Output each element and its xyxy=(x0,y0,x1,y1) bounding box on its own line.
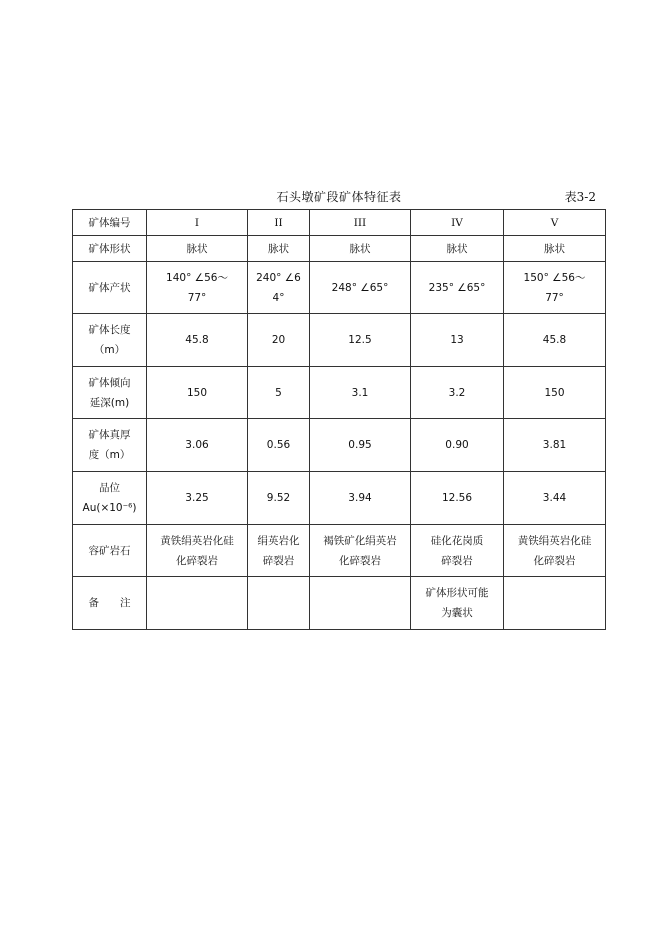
cell-line: 3.25 xyxy=(185,492,209,504)
cell-line: 化碎裂岩 xyxy=(339,554,381,567)
cell-line: 碎裂岩 xyxy=(441,554,473,567)
table-cell xyxy=(504,367,606,419)
table-cell xyxy=(504,314,606,367)
table-cell xyxy=(411,314,504,367)
row-label-line: 矿体长度 xyxy=(88,324,131,336)
row-label xyxy=(73,314,147,367)
table-cell xyxy=(411,472,504,525)
cell-line: 77° xyxy=(545,291,564,304)
cell-line: 140° ∠56～ xyxy=(166,271,228,284)
table-cell xyxy=(310,367,411,419)
cell-line: 235° ∠65° xyxy=(428,281,486,294)
table-cell xyxy=(248,577,310,630)
row-label-line: （m） xyxy=(93,344,126,356)
cell-line: 黄铁绢英岩化硅 xyxy=(517,534,592,547)
cell-line: 脉状 xyxy=(446,242,468,255)
cell-line: 碎裂岩 xyxy=(262,554,295,567)
table-cell xyxy=(248,419,310,472)
column-header: II xyxy=(248,210,310,236)
cell-line: 5 xyxy=(275,386,282,399)
table-cell xyxy=(147,367,248,419)
table-row xyxy=(73,472,606,525)
table-cell xyxy=(248,472,310,525)
cell-line: 黄铁绢英岩化硅 xyxy=(160,534,234,547)
row-label-line: 矿体产状 xyxy=(88,281,131,294)
row-label xyxy=(73,262,147,314)
table-cell xyxy=(310,314,411,367)
table-cell xyxy=(147,314,248,367)
table-cell xyxy=(310,525,411,577)
row-label xyxy=(73,367,147,419)
table-cell xyxy=(411,525,504,577)
table-row xyxy=(73,367,606,419)
row-label xyxy=(73,472,147,525)
cell-line: 脉状 xyxy=(186,242,208,255)
table-cell xyxy=(147,577,248,630)
row-label-line: 备 注 xyxy=(88,597,131,609)
cell-line: 化碎裂岩 xyxy=(533,554,576,567)
table-cell xyxy=(310,577,411,630)
column-header: IV xyxy=(411,210,504,236)
table-cell xyxy=(248,262,310,314)
table-cell xyxy=(504,419,606,472)
table-row xyxy=(73,236,606,262)
cell-line: 150 xyxy=(186,386,208,399)
cell-line: 硅化花岗质 xyxy=(430,534,484,547)
table-cell xyxy=(248,236,310,262)
row-label-line: 品位 xyxy=(99,482,120,494)
cell-line: 3.94 xyxy=(348,492,372,504)
row-label-line: 矿体形状 xyxy=(88,242,131,255)
table-cell xyxy=(411,419,504,472)
cell-line: 0.95 xyxy=(348,439,372,451)
table-cell xyxy=(504,236,606,262)
table-number: 表3-2 xyxy=(564,190,596,204)
cell-line: 12.5 xyxy=(348,334,372,346)
cell-line: 脉状 xyxy=(268,242,289,255)
cell-line: 为囊状 xyxy=(441,607,473,619)
table-cell xyxy=(504,262,606,314)
table-cell xyxy=(147,472,248,525)
row-label-line: 延深(m) xyxy=(89,396,130,409)
table-row xyxy=(73,314,606,367)
cell-line: 45.8 xyxy=(185,334,209,346)
table-cell xyxy=(147,525,248,577)
table-cell xyxy=(411,367,504,419)
cell-line: 3.81 xyxy=(542,439,567,451)
cell-line: 3.1 xyxy=(351,386,369,399)
cell-line: 248° ∠65° xyxy=(331,281,389,294)
cell-line: 绢英岩化 xyxy=(257,534,300,547)
row-label-line: 矿体真厚 xyxy=(88,429,131,441)
table-cell xyxy=(411,577,504,630)
row-label-line: 矿体倾向 xyxy=(88,376,131,389)
table-row xyxy=(73,262,606,314)
ore-body-table xyxy=(72,209,606,630)
row-label xyxy=(73,419,147,472)
table-cell xyxy=(248,314,310,367)
table-cell xyxy=(310,236,411,262)
column-header: V xyxy=(504,210,606,236)
table-cell xyxy=(504,577,606,630)
column-header: I xyxy=(147,210,248,236)
cell-line: 0.90 xyxy=(445,439,469,451)
table-cell xyxy=(310,472,411,525)
row-label-line: 度（m） xyxy=(88,449,131,461)
table-cell xyxy=(248,367,310,419)
row-label-line: 容矿岩石 xyxy=(88,544,131,557)
table-cell xyxy=(147,419,248,472)
table-cell xyxy=(411,262,504,314)
row-label xyxy=(73,236,147,262)
table-cell xyxy=(310,419,411,472)
cell-line: 150 xyxy=(544,386,565,399)
table-row xyxy=(73,525,606,577)
cell-line: 150° ∠56～ xyxy=(523,271,586,284)
cell-line: 45.8 xyxy=(542,334,567,346)
table-cell xyxy=(147,262,248,314)
cell-line: 20 xyxy=(271,334,286,346)
header-row xyxy=(73,210,606,236)
table-cell xyxy=(310,262,411,314)
cell-line: 3.44 xyxy=(542,492,567,504)
cell-line: 褐铁矿化绢英岩 xyxy=(323,534,397,547)
row-label xyxy=(73,525,147,577)
cell-line: 12.56 xyxy=(441,492,473,504)
table-cell xyxy=(504,525,606,577)
cell-line: 0.56 xyxy=(266,439,291,451)
table-cell xyxy=(411,236,504,262)
cell-line: 4° xyxy=(272,291,285,304)
header-label: 矿体编号 xyxy=(73,210,147,236)
cell-line: 化碎裂岩 xyxy=(176,554,218,567)
row-label-line: Au(×10⁻⁶) xyxy=(82,502,137,514)
cell-line: 240° ∠6 xyxy=(256,271,301,284)
table-row xyxy=(73,419,606,472)
table-cell xyxy=(147,236,248,262)
cell-line: 3.06 xyxy=(185,439,209,451)
cell-line: 77° xyxy=(187,291,207,304)
cell-line: 矿体形状可能 xyxy=(425,587,489,599)
column-header: III xyxy=(310,210,411,236)
table-title: 石头墩矿段矿体特征表 xyxy=(276,190,402,204)
table-caption xyxy=(72,188,606,206)
cell-line: 脉状 xyxy=(349,242,371,255)
cell-line: 脉状 xyxy=(544,242,565,255)
cell-line: 3.2 xyxy=(448,386,466,399)
cell-line: 9.52 xyxy=(266,492,291,504)
table-cell xyxy=(504,472,606,525)
row-label xyxy=(73,577,147,630)
table-row xyxy=(73,577,606,630)
cell-line: 13 xyxy=(450,334,464,346)
table-cell xyxy=(248,525,310,577)
